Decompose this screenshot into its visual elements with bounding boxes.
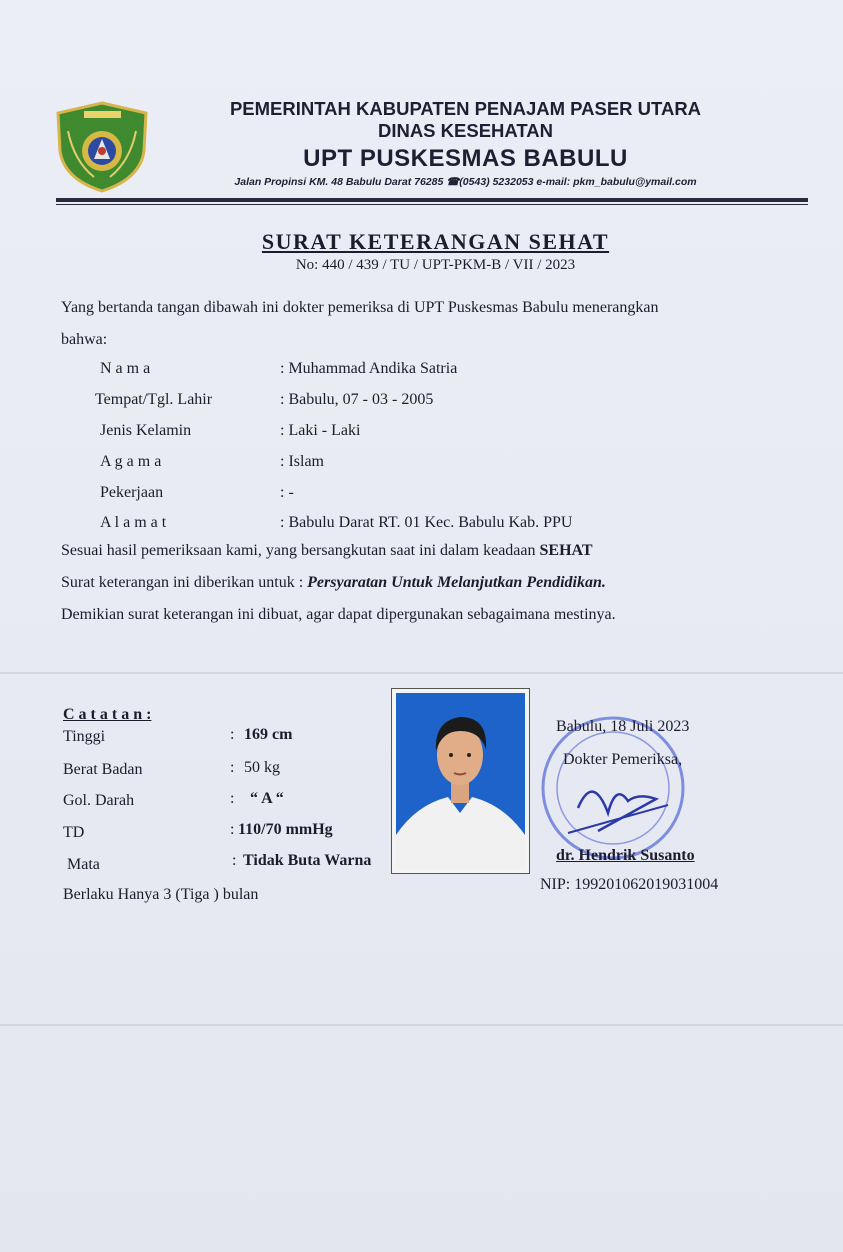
note-value-eyes: Tidak Buta Warna [243,852,372,869]
field-value-occupation: : - [280,484,294,501]
note-sep: : [230,726,235,743]
note-label-eyes: Mata [67,856,100,873]
header-institution: UPT PUSKESMAS BABULU [303,145,628,172]
signature-role: Dokter Pemeriksa, [563,751,683,768]
note-sep: : [232,852,237,869]
letter-title: SURAT KETERANGAN SEHAT [261,229,610,254]
purpose-value: Persyaratan Untuk Melanjutkan Pendidikan. [307,574,606,591]
signature-place-date: Babulu, 18 Juli 2023 [556,718,690,735]
health-status: SEHAT [539,542,593,559]
result-text: Sesuai hasil pemeriksaan kami, yang bersangkutan saat ini dalam keadaan [61,542,536,559]
field-value-gender: : Laki - Laki [280,422,361,439]
paper-fold [0,1024,843,1026]
note-sep: : [230,821,235,838]
id-photo [391,688,530,874]
validity-note: Berlaku Hanya 3 (Tiga ) bulan [63,886,259,903]
field-value-name: : Muhammad Andika Satria [280,360,458,377]
doctor-name: dr. Hendrik Susanto [556,847,695,864]
field-value-religion: : Islam [280,453,324,470]
note-value-blood: “ A “ [250,790,284,807]
letter-number: No: 440 / 439 / TU / UPT-PKM-B / VII / 2023 [295,257,576,273]
field-value-birth: : Babulu, 07 - 03 - 2005 [280,391,434,408]
intro-text: Yang bertanda tangan dibawah ini dokter pemeriksa di UPT Puskesmas Babulu menerangkan [61,299,659,316]
person-photo-icon [396,693,525,869]
field-label-religion: A g a m a [100,453,162,470]
field-label-address: A l a m a t [100,514,167,531]
field-label-name: N a m a [100,360,151,377]
closing-text: Demikian surat keterangan ini dibuat, agar dapat dipergunakan sebagaimana mestinya. [61,606,616,623]
header-divider [56,198,808,202]
note-value-weight: 50 kg [244,759,280,776]
note-value-bp: 110/70 mmHg [238,821,333,838]
note-sep: : [230,759,235,776]
note-label-height: Tinggi [63,728,106,745]
field-label-gender: Jenis Kelamin [100,422,192,439]
header-divider [56,204,808,205]
field-value-address: : Babulu Darat RT. 01 Kec. Babulu Kab. PPU [280,514,573,531]
purpose-label: Surat keterangan ini diberikan untuk : [61,574,304,591]
intro-text: bahwa: [61,331,108,348]
field-label-occupation: Pekerjaan [100,484,164,501]
note-label-bp: TD [63,824,85,841]
notes-heading: C a t a t a n : [63,706,152,723]
paper-fold [0,672,843,674]
note-label-blood: Gol. Darah [63,792,135,809]
purpose-line [61,574,606,592]
header-address: Jalan Propinsi KM. 48 Babulu Darat 76285 ☎(0543) 5232053 e-mail: pkm_babulu@ymail.com [234,176,697,188]
header-department: DINAS KESEHATAN [377,120,554,141]
note-value-height: 169 cm [244,726,293,743]
header-government: PEMERINTAH KABUPATEN PENAJAM PASER UTARA [229,98,702,119]
note-sep: : [230,790,235,807]
doctor-nip: NIP: 199201062019031004 [540,876,719,893]
result-line [61,542,593,560]
note-label-weight: Berat Badan [63,761,143,778]
field-label-birth: Tempat/Tgl. Lahir [95,391,213,408]
